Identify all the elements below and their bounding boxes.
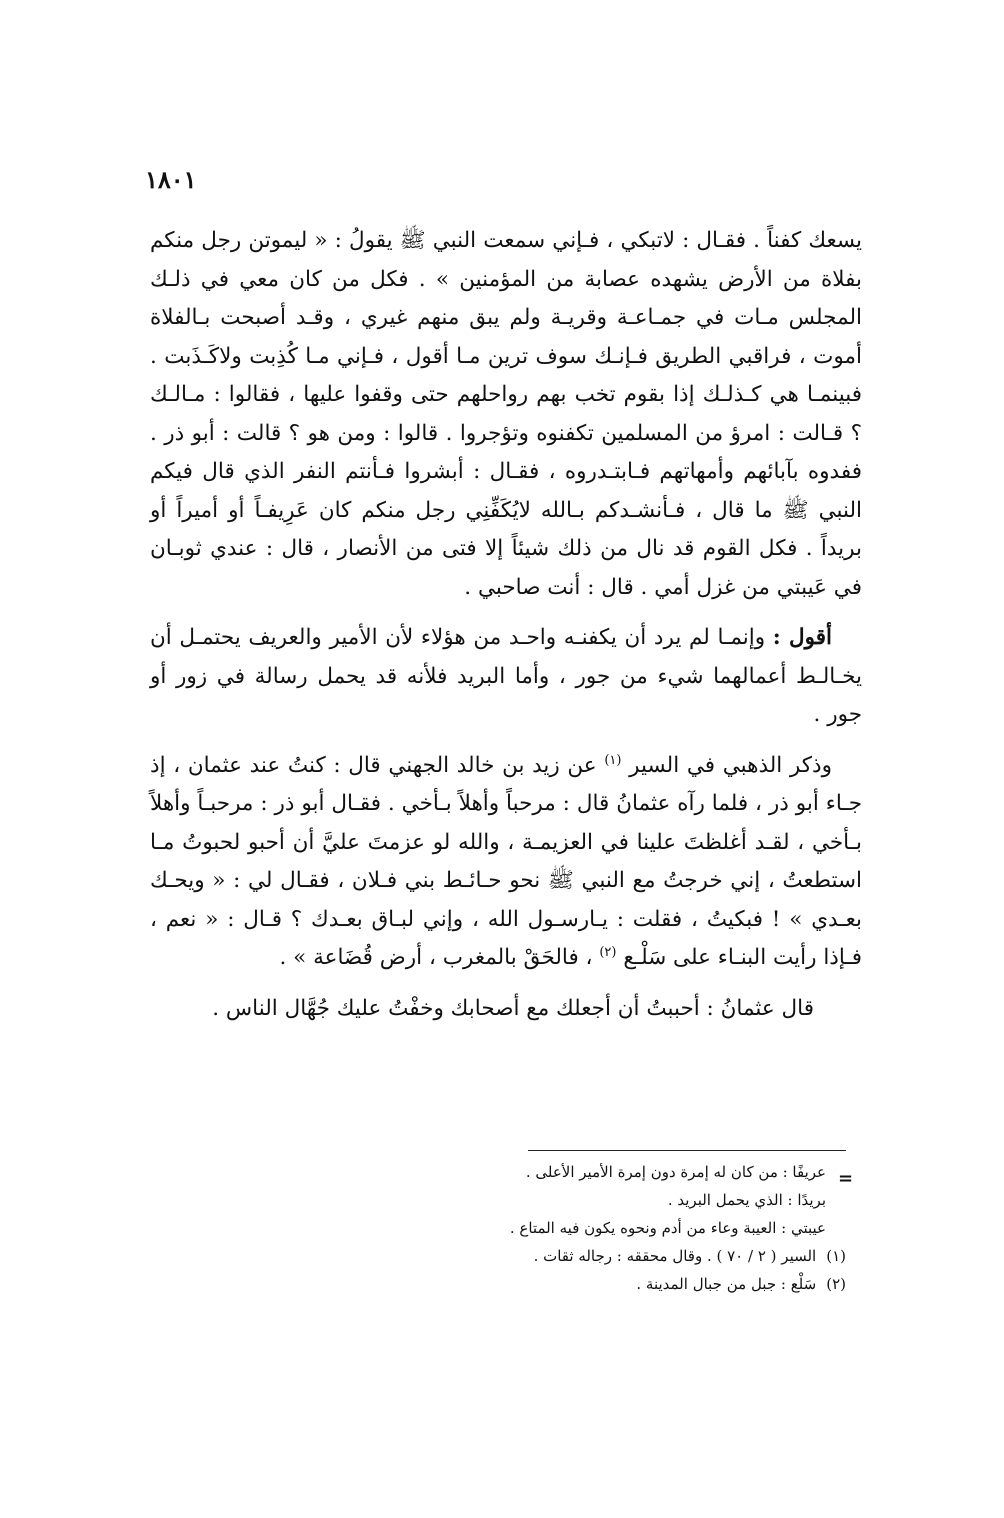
footnote-gloss-barid: بريدًا : الذي يحمل البريد . <box>667 1191 826 1209</box>
paragraph-uthman-reply <box>150 990 862 1029</box>
text-line: عن زيد بن خالد الجهني قال : كنتُ عند عثمان ، إذ جـاء أبو <box>150 752 862 816</box>
footnote-ref-1[interactable]: (١) <box>604 752 622 768</box>
text-line: سوف ترين مـا أقول ، فـإني مـا كُذِبت ولاكَـذَبت . فبينمـا هي كـذلـك إذا بقوم تخب بهم <box>150 343 862 407</box>
text-line: قالوا : ومن هو ؟ قالت : أبو ذر . ففدوه بآبائهم وأمهاتهم فـابتـدروه ، فقـال : أبشروا فـأنتم <box>150 420 862 484</box>
footnote-ref-2[interactable]: (٢) <box>599 944 617 960</box>
text-line: من الأرض يشهده عصابة من المؤمنين » . فكل من كان معي في ذلـك المجلس مـات في <box>150 266 862 330</box>
footnote-text: السير ( ٢ / ٧٠ ) . وقال محققه : رجاله ثقات . <box>533 1247 817 1265</box>
text-line: يسعك كفناً . فقـال : لاتبكي ، فـإني سمعت النبي ﷺ يقولُ : « ليموتن رجل منكم بفلاة <box>150 228 862 292</box>
footnote-number: (٢) <box>826 1275 846 1293</box>
text-line: أغلظتَ علينا في العزيمـة ، والله لو عزمتَ عليَّ أن أحبو لحبوتُ مـا استطعتُ ، إني خرجتُ <box>150 829 862 893</box>
text-line: وإنمـا لم يرد أن يكفنـه واحـد من هؤلاء لأن الأمير والعريف يحتمـل أن يخـالـط <box>150 625 862 689</box>
paragraph-dhahabi-narration <box>150 747 862 978</box>
text-line: قال عثمانُ : أحببتُ أن أجعلك مع أصحابك وخفْتُ عليك جُهَّال الناس . <box>212 995 814 1021</box>
text-line: وذكر الذهبي في السير <box>629 752 832 778</box>
text-line: أعمالهما شيء من جور ، وأما البريد فلأنه قد يحمل رسالة في زور أو جور . <box>150 663 862 727</box>
paragraph-commentary <box>150 619 862 735</box>
lead-word: أقول : <box>772 625 832 650</box>
text-line: جمـاعـة وقريـة ولم يبق منهم غيري ، وقـد أصبحت بـالفلاة أموت ، فراقبي الطريق فـإنـك <box>150 305 862 369</box>
text-line: النفر الذي قال فيكم النبي ﷺ ما قال ، فـأنشـدكم بـالله لايُكَفِّنِي رجل منكم كان عَرِيفـاً أو <box>150 459 862 523</box>
footnote-2 <box>380 1270 852 1298</box>
text-line: يـارسـول الله ، وإني لبـاق بعـدك ؟ قـال : « نعم ، فـإذا رأيت البنـاء على سَلْـع <box>150 906 862 970</box>
footnote-continuation-mark: = <box>838 1168 854 1189</box>
text-line: رواحلهم حتى وقفوا عليها ، فقالوا : مـالـك ؟ قـالت : امرؤ من المسلمين تكفنوه وتؤجروا . <box>150 382 862 446</box>
paragraph-abu-dharr-death <box>150 222 862 607</box>
footnote-text: سَلْع : جبل من جبال المدينة . <box>636 1275 817 1293</box>
text-line: مع النبي ﷺ نحو حـائـط بني فـلان ، فقـال لي : « ويحـك بعـدي » ! فبكيتُ ، فقلت : <box>150 868 862 932</box>
footnote-gloss-ayba: عيبتي : العيبة وعاء من أدم ونحوه يكون فيه المتاع . <box>509 1219 826 1237</box>
page-number: ١٨٠١ <box>145 165 197 194</box>
footnote-1 <box>380 1242 852 1270</box>
footnote-gloss-arif: عريفًا : من كان له إمرة دون إمرة الأمير الأعلى . <box>525 1163 826 1181</box>
footnotes <box>380 1158 852 1298</box>
footnote-number: (١) <box>826 1247 846 1265</box>
text-line: أميراً أو بريداً . فكل القوم قد نال من ذلك شيئاً إلا فتى من الأنصار ، قال : عندي ثوبـان <box>150 497 862 561</box>
text-line: ذر ، فلما رآه عثمانُ قال : مرحباً وأهلاً بـأخي . فقـال أبو ذر : مرحبـاً وأهلاً بـأخي ، لقـد <box>150 791 862 855</box>
text-line: في عَيبتي من غزل أمي . قال : أنت صاحبي . <box>464 574 862 600</box>
footnote-divider <box>528 1150 846 1151</box>
text-line: ، فالحَقْ بالمغرب ، أرض قُضَاعة » . <box>279 945 593 970</box>
main-text <box>150 222 862 1040</box>
